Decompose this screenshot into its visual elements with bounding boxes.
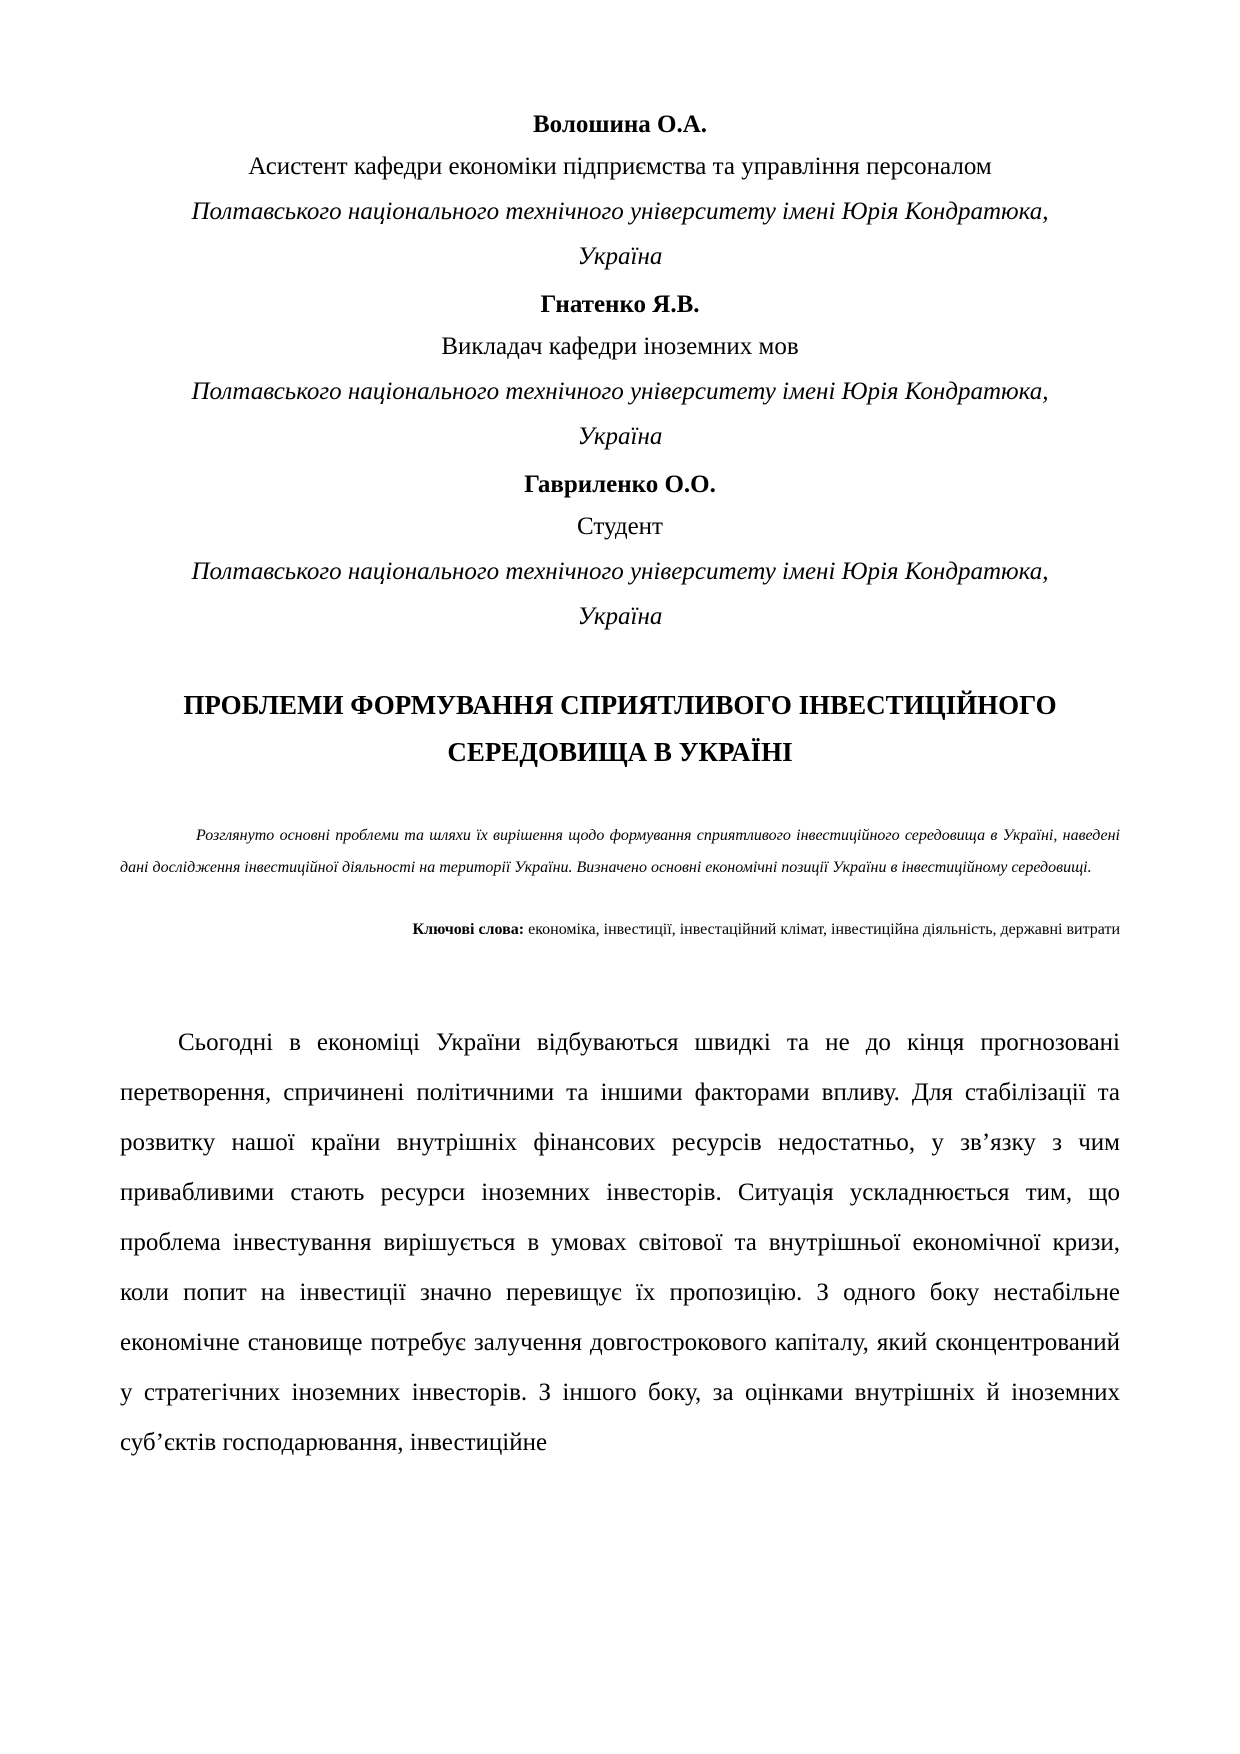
author-institution: Полтавського національного технічного університету імені Юрія Кондратюка, [191, 378, 1049, 405]
author-country: Україна [577, 603, 663, 630]
author-institution: Полтавського національного технічного університету імені Юрія Кондратюка, [191, 198, 1049, 225]
keywords-label: Ключові слова: [412, 921, 525, 938]
body-paragraph: Сьогодні в економіці України відбуваються швидкі та не до кінця прогнозовані перетворення, спричинені політичними та іншими факторами впливу. Для стабілізації та розвитку нашої країни внутрішніх фінансових ресурсів недостатньо, у зв’язку з чим привабливими стають ресурси іноземних інвесторів. Ситуація ускладнюється тим, що проблема інвестування вирішується в умовах світової та внутрішньої економічної кризи, коли попит на інвестиції значно перевищує їх пропозицію. З одного боку нестабільне економічне становище потребує залучення довгострокового капіталу, який сконцентрований у стратегічних іноземних інвесторів. З іншого боку, за оцінками внутрішніх й іноземних суб’єктів господарювання, інвестиційне [120, 1029, 1120, 1456]
paper-title-line-1: ПРОБЛЕМИ ФОРМУВАННЯ СПРИЯТЛИВОГО ІНВЕСТИЦІЙНОГО [183, 690, 1057, 720]
author-name: Гавриленко О.О. [524, 471, 716, 498]
author-position: Студент [577, 513, 663, 540]
abstract: Розглянуто основні проблеми та шляхи їх вирішення щодо формування сприятливого інвестиційного середовища в Україні, наведені дані дослідження інвестиційної діяльності на території України. Визначено основні економічні позиції України в інвестиційному середовищі. [120, 827, 1120, 876]
paper-title-line-2: СЕРЕДОВИЩА В УКРАЇНІ [447, 737, 793, 767]
author-name: Гнатенко Я.В. [540, 291, 700, 318]
author-position: Викладач кафедри іноземних мов [441, 333, 799, 360]
author-country: Україна [577, 423, 663, 450]
author-country: Україна [577, 243, 663, 270]
keywords-text: економіка, інвестиції, інвестаційний клімат, інвестиційна діяльність, державні витрати [524, 921, 1120, 938]
author-institution: Полтавського національного технічного університету імені Юрія Кондратюка, [191, 558, 1049, 585]
author-position: Асистент кафедри економіки підприємства та управління персоналом [248, 153, 992, 180]
keywords [120, 918, 1120, 942]
author-name: Волошина О.А. [532, 111, 708, 138]
